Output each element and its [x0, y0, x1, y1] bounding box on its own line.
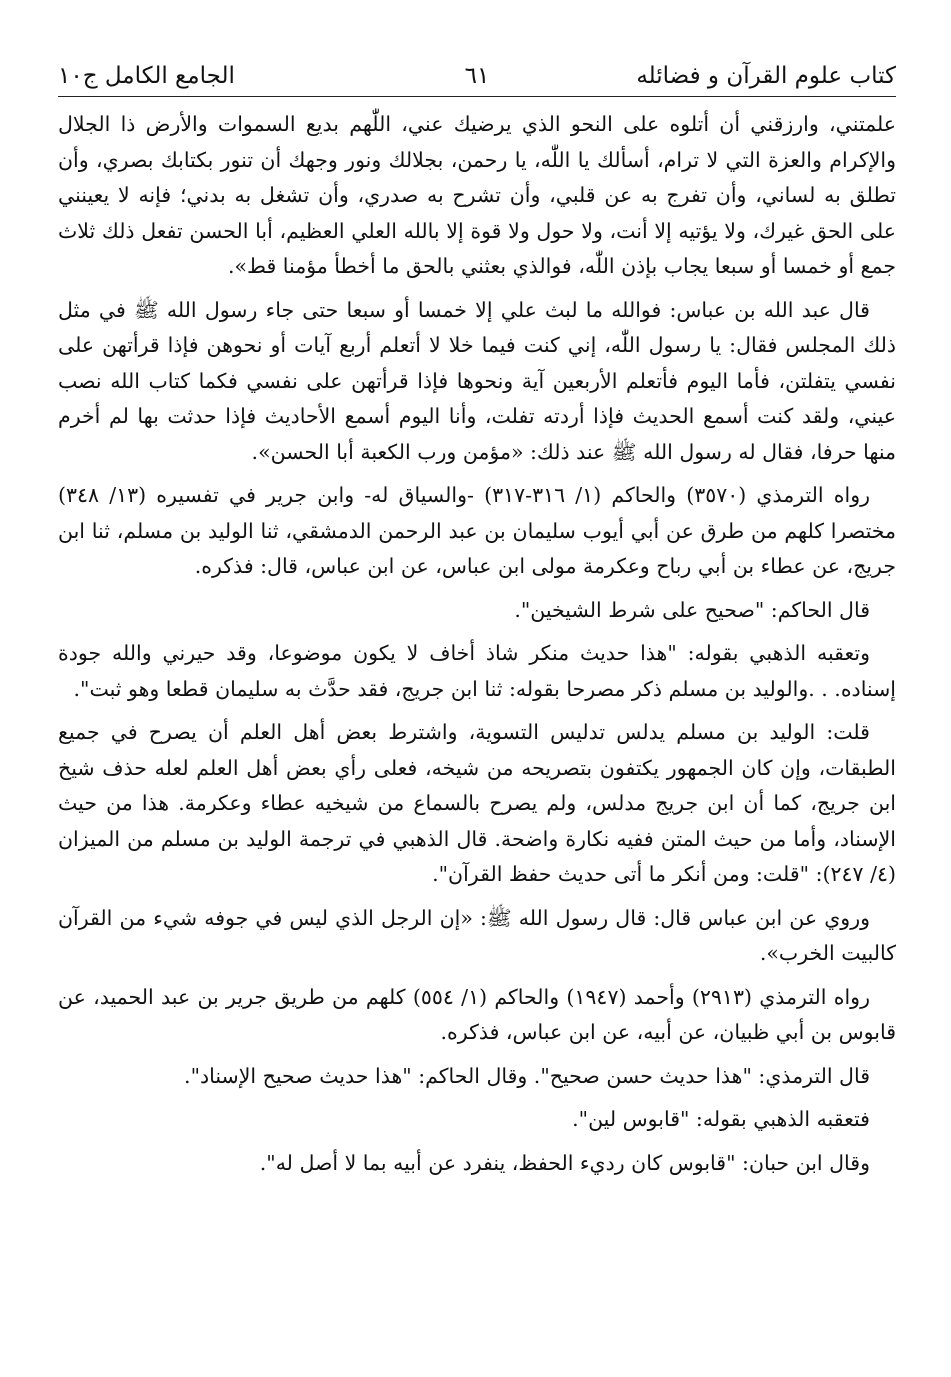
volume-title: الجامع الكامل ج١٠	[58, 63, 235, 89]
page-number: ٦١	[464, 63, 490, 89]
paragraph-author-comment: قلت: الوليد بن مسلم يدلس تدليس التسوية، واشترط بعض أهل العلم أن يصرح في جميع الطبقات، وإن كان الجمهور يكتفون بتصريحه من شيخه، فعلى رأي بعض أهل العلم لعله حذف شيخ ابن جريج، كما أن ابن جريج مدلس، ولم يصرح بالسماع من شيخيه عطاء وعكرمة. هذا من حيث الإسناد، وأما من حيث المتن ففيه نكارة واضحة. قال الذهبي في ترجمة الوليد بن مسلم من الميزان (٤/ ٢٤٧): "قلت: ومن أنكر ما أتى حديث حفظ القرآن".	[58, 720, 896, 886]
paragraph-ibn-abbas-account: قال عبد الله بن عباس: فوالله ما لبث علي إلا خمسا أو سبعا حتى جاء رسول الله ﷺ في مثل ذلك المجلس فقال: يا رسول اللّٰه، إني كنت فيما خلا لا أتعلم أربع آيات أو نحوهن فإذا قرأتهن على نفسي يتفلتن، فأما اليوم فأتعلم الأربعين آية ونحوها فإذا قرأتهن على نفسي فكما كتاب الله نصب عيني، ولقد كنت أسمع الحديث فإذا أردته تفلت، وأنا اليوم أسمع الأحاديث فإذا حدثت بها لم أخرم منها حرفا، فقال له رسول الله ﷺ عند ذلك: «مؤمن ورب الكعبة أبا الحسن».	[58, 297, 896, 464]
paragraph-hakim-grading: قال الحاكم: "صحيح على شرط الشيخين".	[514, 597, 870, 622]
page-header	[58, 52, 896, 97]
paragraph-ibn-hibban: وقال ابن حبان: "قابوس كان رديء الحفظ، ينفرد عن أبيه بما لا أصل له".	[259, 1150, 870, 1175]
page-body	[58, 107, 896, 1181]
paragraph-tirmidhi-hakim-source: رواه الترمذي (٣٥٧٠) والحاكم (١/ ٣١٦-٣١٧) -والسياق له- وابن جرير في تفسيره (١٣/ ٣٤٨) مختصرا كلهم من طرق عن أبي أيوب سليمان بن عبد الرحمن الدمشقي، ثنا الوليد بن مسلم، ثنا ابن جريج، عن عطاء بن أبي رباح وعكرمة مولى ابن عباس، عن ابن عباس، قال: فذكره.	[58, 483, 896, 578]
paragraph-second-source: رواه الترمذي (٢٩١٣) وأحمد (١٩٤٧) والحاكم (١/ ٥٥٤) كلهم من طريق جرير بن عبد الحميد، عن قابوس بن أبي ظبيان، عن أبيه، عن ابن عباس، فذكره.	[58, 984, 896, 1044]
paragraph-dhahabi-qabus: فتعقبه الذهبي بقوله: "قابوس لين".	[572, 1107, 870, 1131]
paragraph-prayer-continuation: علمتني، وارزقني أن أتلوه على النحو الذي يرضيك عني، اللّٰهم بديع السموات والأرض ذا الجلال والإكرام والعزة التي لا ترام، أسألك يا اللّٰه، يا رحمن، بجلالك ونور وجهك أن تنور بكتابك بصري، وأن تطلق به لساني، وأن تفرج به عن قلبي، وأن تشرح به صدري، وأن تشغل به بدني؛ فإنه لا يعينني على الحق غيرك، ولا يؤتيه إلا أنت، ولا حول ولا قوة إلا بالله العلي العظيم، أبا الحسن تفعل ذلك ثلاث جمع أو خمسا أو سبعا يجاب بإذن اللّٰه، فوالذي بعثني بالحق ما أخطأ مؤمنا قط».	[58, 112, 896, 278]
book-title: كتاب علوم القرآن و فضائله	[636, 63, 896, 89]
paragraph-dhahabi-critique: وتعقبه الذهبي بقوله: "هذا حديث منكر شاذ أخاف لا يكون موضوعا، وقد حيرني والله جودة إسناده. . .والوليد بن مسلم ذكر مصرحا بقوله: ثنا ابن جريج، فقد حدَّث به سليمان قطعا وهو ثبت".	[58, 641, 896, 701]
paragraph-tirmidhi-hakim-grading: قال الترمذي: "هذا حديث حسن صحيح". وقال الحاكم: "هذا حديث صحيح الإسناد".	[184, 1063, 870, 1088]
book-page	[58, 52, 896, 1181]
paragraph-empty-house-hadith: وروي عن ابن عباس قال: قال رسول الله ﷺ: «إن الرجل الذي ليس في جوفه شيء من القرآن كالبيت الخرب».	[58, 905, 896, 965]
